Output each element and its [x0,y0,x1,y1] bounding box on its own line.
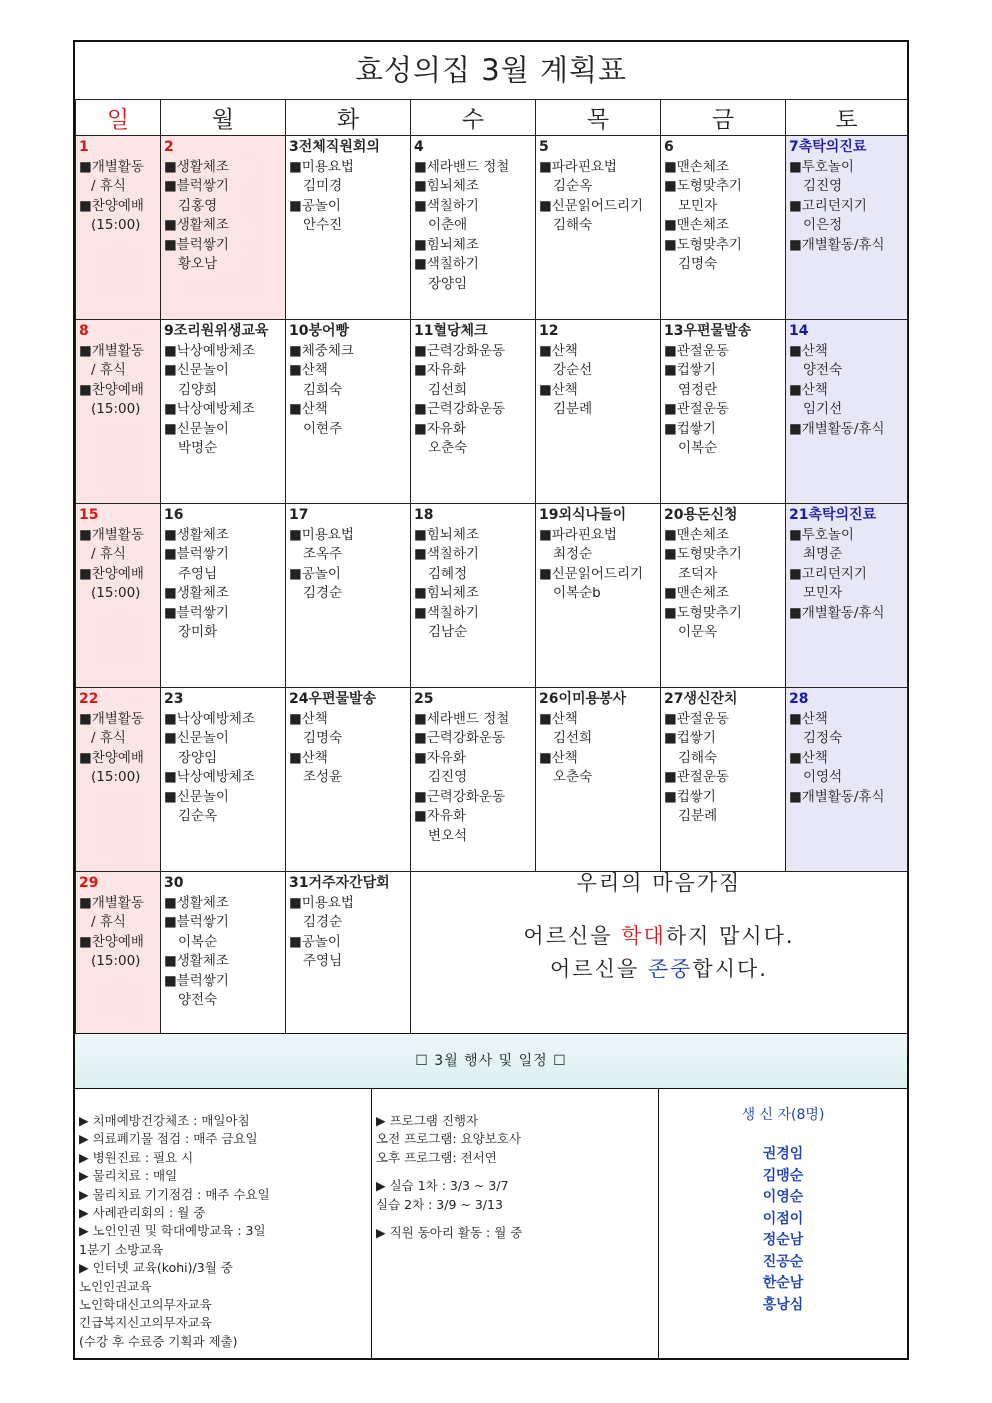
weekday-header-row [76,100,908,136]
activity-line: 이문옥 [678,624,718,640]
schedule-item: ▶ 물리치료 기기점검 : 매주 수요일 [79,1186,270,1202]
birthday-list [659,1088,907,1358]
day-number: 15 [79,507,99,523]
activity-line: ■파라핀요법 [539,158,617,175]
day-cell [286,320,411,504]
motto-line-2-post: 합시다. [692,956,768,981]
week-row [76,504,908,688]
week-row [76,872,908,1056]
activity-line: ■힘뇌체조 [414,178,479,194]
motto-line-2-emphasis: 존중 [647,956,693,981]
day-cell [411,136,536,320]
activity-line: (15:00) [91,769,141,785]
activity-line: 모민자 [803,585,843,601]
activity-line: / 휴식 [91,730,126,746]
events-header-label: ☐ 3월 행사 및 일정 ☐ [415,1053,567,1069]
activity-line: ■신문놀이 [164,420,229,437]
activity-line: 이은정 [803,217,843,233]
motto-line-1-emphasis: 학대 [621,923,666,948]
activity-line: 변오석 [428,827,468,844]
day-cell [786,320,908,504]
day-cell [161,504,286,688]
activity-line: 양전숙 [803,362,843,378]
activity-line: 김미경 [303,178,343,194]
activity-line: 김분례 [678,808,718,824]
activity-line: ■산책 [289,710,328,727]
activity-line: ■색칠하기 [414,197,479,214]
activity-line: ■생활체조 [164,585,229,601]
schedule-item: (수강 후 수료증 기획과 제출) [79,1333,238,1349]
motto-line-2-pre: 어르신을 [550,956,648,981]
activity-line: ■색칠하기 [414,256,479,272]
day-number: 8 [79,323,89,339]
day-cell [536,136,661,320]
activity-line: ■찬양예배 [79,749,144,766]
day-number: 1 [79,139,89,155]
activity-line: 장양임 [428,275,468,292]
activity-line: ■도형맞추기 [664,546,742,562]
activity-line: ■낙상예방체조 [164,342,256,359]
activity-line: 김경순 [303,585,343,601]
activity-line: ■개별활동/휴식 [789,236,885,253]
activity-line: ■생활체조 [164,526,229,543]
activity-line: 김남순 [428,624,468,640]
activity-line: ■미용요법 [289,894,354,911]
activity-line: 김양희 [178,381,218,398]
activity-line: 이춘애 [428,217,468,233]
day-number: 4 [414,139,424,155]
activity-line: ■블럭쌓기 [164,546,229,562]
day-cell [76,872,161,1056]
schedule-item: 1분기 소방교육 [79,1241,164,1257]
activity-line: ■공놀이 [289,197,341,214]
info-section [75,1088,907,1358]
activity-line: ■블럭쌓기 [164,604,229,621]
activity-line: ■산책 [789,342,828,359]
week-row [76,320,908,504]
activity-line: 황오남 [178,256,218,272]
birthday-name: 권경임 [762,1146,804,1163]
activity-line: 김명숙 [303,730,343,746]
weekday-sat: 토 [786,100,908,136]
schedule-item: ▶ 사례관리회의 : 월 중 [79,1205,206,1221]
weekday-wed: 수 [411,100,536,136]
activity-line: 이복순 [678,440,718,456]
day-number: 11혈당체크 [414,323,488,339]
activity-line: (15:00) [91,401,141,417]
day-number: 28 [789,691,809,707]
program-list [372,1088,659,1358]
day-cell [76,320,161,504]
activity-line: 이현주 [303,420,343,437]
activity-line: ■산책 [789,381,828,398]
activity-line: 이복순 [178,933,218,950]
day-number: 12 [539,323,559,339]
day-cell [786,136,908,320]
activity-line: 조성윤 [303,769,343,785]
activity-line: ■블럭쌓기 [164,914,229,930]
activity-line: ■산책 [539,749,578,766]
activity-line: (15:00) [91,585,141,601]
schedule-item: 노인인권교육 [79,1278,152,1294]
day-cell [786,504,908,688]
activity-line: ■관절운동 [664,710,729,727]
day-cell [661,136,786,320]
activity-line: ■고리던지기 [789,565,867,582]
motto-line-2 [414,953,904,986]
weekday-sun: 일 [76,100,161,136]
activity-line: ■컵쌓기 [664,420,716,437]
activity-line: ■낙상예방체조 [164,710,256,727]
day-number: 20용돈신청 [664,507,738,523]
activity-line: 김진영 [803,178,843,194]
activity-line: 모민자 [678,197,718,214]
activity-line: ■색칠하기 [414,604,479,621]
activity-line: 김선희 [553,730,593,746]
activity-line: ■미용요법 [289,526,354,543]
activity-line: 이영석 [803,769,843,785]
activity-line: ■컵쌓기 [664,362,716,378]
activity-line: ■힘뇌체조 [414,585,479,601]
activity-line: ■개별활동/휴식 [789,420,885,437]
day-number: 9조리원위생교육 [164,323,269,339]
activity-line: ■컵쌓기 [664,788,716,805]
program-item: 오전 프로그램: 요양보호사 [376,1131,521,1147]
activity-line: 김경순 [303,914,343,930]
activity-line: ■도형맞추기 [664,236,742,253]
activity-line: ■컵쌓기 [664,730,716,746]
activity-line: ■공놀이 [289,933,341,950]
day-number: 22 [79,691,99,707]
activity-line: ■산책 [289,362,328,378]
activity-line: 조덕자 [678,565,718,582]
calendar-table [75,99,908,1056]
day-number: 3전체직원회의 [289,139,380,155]
activity-line: 김진영 [428,769,468,785]
activity-line: 최정순 [553,546,593,562]
calendar-sheet [73,40,909,1360]
activity-line: 김해숙 [678,749,718,766]
day-cell [411,688,536,872]
activity-line: ■힘뇌체조 [414,236,479,253]
activity-line: / 휴식 [91,362,126,378]
activity-line: 주영님 [178,565,218,582]
schedule-item: 노인학대신고의무자교육 [79,1297,212,1313]
day-number: 30 [164,875,184,891]
activity-line: 임기선 [803,401,843,417]
activity-line: ■관절운동 [664,342,729,359]
activity-line: ■개별활동/휴식 [789,788,885,805]
activity-line: ■산책 [789,710,828,727]
day-cell [76,504,161,688]
activity-line: ■근력강화운동 [414,730,506,746]
activity-line: ■개별활동 [79,526,144,543]
activity-line: 김선희 [428,381,468,398]
schedule-item: ▶ 치매예방건강체조 : 매일아침 [79,1113,250,1128]
day-number: 23 [164,691,184,707]
program-item [376,1214,658,1224]
activity-line: 박명순 [178,440,218,456]
day-cell [286,136,411,320]
activity-line: 양전숙 [178,992,218,1008]
activity-line: ■색칠하기 [414,546,479,562]
events-header [75,1033,907,1089]
day-number: 10붕어빵 [289,323,350,339]
day-cell [161,320,286,504]
weekday-mon: 월 [161,100,286,136]
day-cell [536,320,661,504]
program-item [376,1167,658,1177]
day-number: 14 [789,323,809,339]
page-title: 효성의집 3월 계획표 [355,53,627,87]
activity-line: ■파라핀요법 [539,526,617,543]
activity-line: ■생활체조 [164,217,229,233]
day-number: 31거주자간담회 [289,875,390,891]
activity-line: ■찬양예배 [79,933,144,950]
activity-line: ■개별활동 [79,710,144,727]
activity-line: 김정숙 [803,730,843,746]
day-number: 18 [414,507,434,523]
day-cell [536,504,661,688]
day-number: 17 [289,507,309,523]
activity-line: ■산책 [289,401,328,417]
activity-line: 김해숙 [553,217,593,233]
title-row [75,42,907,100]
activity-line: 김명숙 [678,256,718,272]
day-cell [536,688,661,872]
birthday-name: 이점이 [762,1210,804,1227]
program-item: ▶ 실습 1차 : 3/3 ~ 3/7 [376,1178,509,1194]
activity-line: / 휴식 [91,178,126,194]
calendar-body [76,136,908,1056]
activity-line: ■자유화 [414,749,466,766]
day-cell [661,504,786,688]
activity-line: / 휴식 [91,914,126,930]
week-row [76,688,908,872]
activity-line: 오춘숙 [428,440,468,456]
week-row [76,136,908,320]
schedule-item: ▶ 병원진료 : 필요 시 [79,1149,194,1165]
birthday-names [659,1144,907,1316]
activity-line: 장미화 [178,624,218,640]
activity-line: 염정란 [678,381,718,398]
activity-line: ■맨손체조 [664,526,729,543]
activity-line: ■자유화 [414,362,466,378]
day-number: 13우편물발송 [664,323,752,339]
activity-line: ■찬양예배 [79,197,144,214]
day-cell [786,688,908,872]
activity-line: ■신문놀이 [164,730,229,746]
activity-line: ■도형맞추기 [664,178,742,194]
birthday-name: 김맹순 [762,1167,804,1184]
birthday-name: 정순남 [762,1232,804,1249]
activity-line: ■고리던지기 [789,197,867,214]
activity-line: ■개별활동 [79,894,144,911]
activity-line: 김희숙 [303,381,343,398]
activity-line: 장양임 [178,749,218,766]
day-cell [161,136,286,320]
motto-line-1 [414,920,904,953]
day-number: 5 [539,139,549,155]
motto-box [411,872,908,1056]
activity-line: ■맨손체조 [664,158,729,175]
activity-line: ■맨손체조 [664,217,729,233]
birthday-name: 홍낭심 [762,1296,804,1313]
activity-line: ■낙상예방체조 [164,401,256,417]
activity-line: 김순옥 [553,178,593,194]
activity-line: ■블럭쌓기 [164,236,229,253]
activity-line: ■산책 [539,342,578,359]
day-number: 7촉탁의진료 [789,139,867,155]
activity-line: ■산책 [789,749,828,766]
schedule-list [75,1088,372,1358]
day-number: 27생신잔치 [664,691,738,707]
birthday-name: 한순남 [762,1275,804,1292]
day-number: 16 [164,507,184,523]
program-item: 오후 프로그램: 전서연 [376,1149,497,1165]
day-number: 6 [664,139,674,155]
program-item: ▶ 직원 동아리 활동 : 월 중 [376,1225,523,1241]
day-cell [76,136,161,320]
motto-line-1-post: 하지 맙시다. [665,923,795,948]
activity-line: ■세라밴드 정철 [414,710,510,727]
day-number: 21촉탁의진료 [789,507,877,523]
activity-line: / 휴식 [91,546,126,562]
activity-line: ■생활체조 [164,894,229,911]
activity-line: ■산책 [539,710,578,727]
day-cell [161,688,286,872]
activity-line: ■찬양예배 [79,565,144,582]
day-cell [161,872,286,1056]
activity-line: ■공놀이 [289,565,341,582]
activity-line: ■세라밴드 정철 [414,158,510,175]
day-cell [286,504,411,688]
activity-line: (15:00) [91,953,141,969]
activity-line: ■산책 [539,381,578,398]
activity-line: 이복순b [553,585,601,601]
activity-line: ■자유화 [414,420,466,437]
day-number: 19외식나들이 [539,507,627,523]
day-number: 26이미용봉사 [539,691,627,707]
activity-line: 김혜정 [428,565,468,582]
weekday-tue: 화 [286,100,411,136]
motto-line-1-pre: 어르신을 [523,923,622,948]
activity-line: ■개별활동 [79,158,144,175]
day-cell [286,688,411,872]
activity-line: (15:00) [91,217,141,233]
activity-line: ■생활체조 [164,158,229,175]
activity-line: ■신문놀이 [164,788,229,805]
activity-line: 안수진 [303,217,343,233]
day-cell [661,688,786,872]
activity-line: ■개별활동/휴식 [789,604,885,621]
birthday-title: 생 신 자(8명) [741,1107,825,1123]
activity-line: 오춘숙 [553,769,593,785]
activity-line: 김순옥 [178,808,218,824]
day-cell [286,872,411,1056]
activity-line: ■신문놀이 [164,362,229,378]
activity-line: ■도형맞추기 [664,604,742,621]
birthday-name: 진공순 [762,1253,804,1270]
activity-line: ■블럭쌓기 [164,972,229,989]
activity-line: ■신문읽어드리기 [539,197,644,214]
activity-line: 조옥주 [303,546,343,562]
activity-line: ■낙상예방체조 [164,769,256,785]
activity-line: 김분례 [553,401,593,417]
schedule-item: ▶ 물리치료 : 매일 [79,1168,178,1184]
schedule-item: ▶ 의료폐기물 점검 : 매주 금요일 [79,1131,258,1147]
activity-line: ■투호놀이 [789,158,854,175]
day-cell [661,320,786,504]
activity-line: ■근력강화운동 [414,401,506,417]
activity-line: 김홍영 [178,197,218,214]
schedule-item: 긴급복지신고의무자교육 [79,1315,212,1331]
activity-line: ■개별활동 [79,342,144,359]
day-cell [76,688,161,872]
activity-line: 최명준 [803,546,843,562]
day-cell [411,320,536,504]
activity-line: ■투호놀이 [789,526,854,543]
day-number: 24우편물발송 [289,691,377,707]
activity-line: ■체중체크 [289,342,354,359]
activity-line: ■신문읽어드리기 [539,565,644,582]
program-item: ▶ 프로그램 진행자 [376,1113,479,1128]
activity-line: ■관절운동 [664,769,729,785]
activity-line: ■힘뇌체조 [414,526,479,543]
activity-line: ■근력강화운동 [414,788,506,805]
activity-line: ■미용요법 [289,158,354,175]
day-number: 29 [79,875,99,891]
weekday-thu: 목 [536,100,661,136]
activity-line: ■맨손체조 [664,585,729,601]
activity-line: ■생활체조 [164,953,229,969]
activity-line: 강순선 [553,362,593,378]
day-cell [411,504,536,688]
motto-title: 우리의 마음가짐 [576,871,742,895]
activity-line: ■자유화 [414,808,466,824]
birthday-name: 이영순 [762,1189,804,1206]
activity-line: ■근력강화운동 [414,342,506,359]
day-number: 2 [164,139,174,155]
activity-line: 주영님 [303,953,343,969]
day-number: 25 [414,691,434,707]
activity-line: ■산책 [289,749,328,766]
activity-line: ■관절운동 [664,401,729,417]
activity-line: ■찬양예배 [79,381,144,398]
weekday-fri: 금 [661,100,786,136]
schedule-item: ▶ 노인인권 및 학대예방교육 : 3일 [79,1223,266,1239]
schedule-item: ▶ 인터넷 교육(kohi)/3월 중 [79,1260,233,1276]
activity-line: ■블럭쌓기 [164,178,229,194]
program-item: 실습 2차 : 3/9 ~ 3/13 [376,1196,503,1212]
